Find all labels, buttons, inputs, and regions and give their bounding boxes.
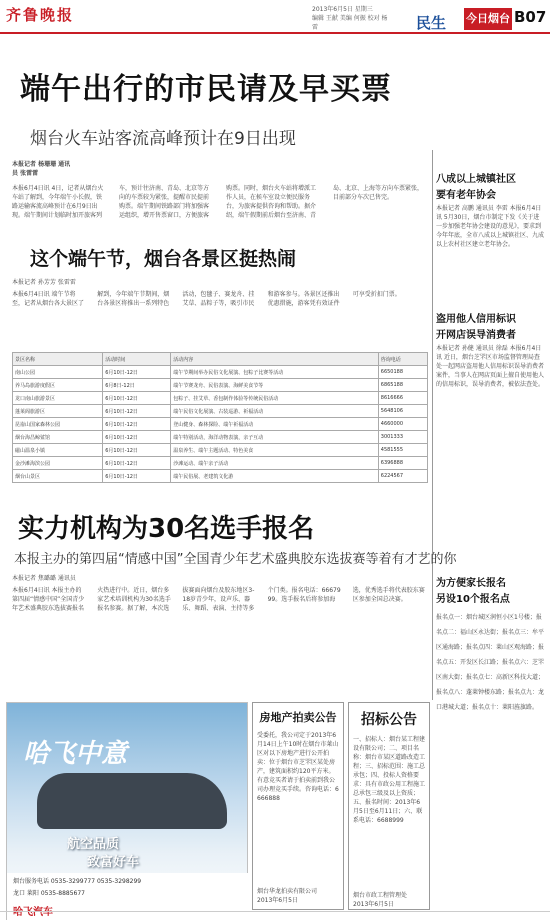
tender-date: 2013年6月5日 xyxy=(353,901,394,908)
table-cell: 沙滩运动、端午亲子活动 xyxy=(171,457,379,470)
table-cell: 磁山温泉小镇 xyxy=(13,444,103,457)
tender-notice xyxy=(348,702,430,910)
table-cell: 6月10日-12日 xyxy=(103,457,171,470)
sidebar-title-4: 开网店误导消费者 xyxy=(436,330,516,341)
table-header-0: 景区名称 xyxy=(13,353,103,366)
table-cell: 龙口南山旅游景区 xyxy=(13,392,103,405)
art-byline: 本报记者 焦璐璐 通讯员 xyxy=(12,575,76,582)
table-cell: 养马岛旅游度假区 xyxy=(13,379,103,392)
table-cell: 端午节赛龙舟、民俗表演、海鲜美食节等 xyxy=(171,379,379,392)
lead-subheadline: 烟台火车站客流高峰预计在9日出现 xyxy=(30,129,296,149)
table-cell: 金沙滩海滨公园 xyxy=(13,457,103,470)
ad-phone-2: 龙口 莱阳 0535-8885677 xyxy=(13,890,85,897)
table-cell: 8616666 xyxy=(378,392,427,405)
table-cell: 6月10日-12日 xyxy=(103,405,171,418)
table-row xyxy=(13,392,428,405)
scenic-body: 本报6月4日讯 端午节将至，记者从烟台各大景区了解到，今年端午节期间，烟台各景区将推出一系列特色活动，包毽子、赛龙舟、挂艾草、品粽子等，吸引市民和游客参与。各景区还推出优惠措施，游客凭有效证件可享受折扣门票。 xyxy=(12,291,401,307)
table-cell: 登山健身、森林探险、端午祈福活动 xyxy=(171,418,379,431)
table-cell: 蓬莱阁旅游区 xyxy=(13,405,103,418)
sidebar-title-5: 为方便家长报名 xyxy=(436,578,506,589)
table-row xyxy=(13,457,428,470)
lead-byline: 本报记者 杨珊珊 通讯员 张雷雷 xyxy=(12,161,71,177)
auction-title: 房地产拍卖公告 xyxy=(259,711,337,724)
art-body: 本报6月4日讯 本报主办的第四届“情感中国”全国青少年艺术盛典胶东选拔赛报名火热进行中。近日，烟台多家艺术培训机构为30名选手报名参赛。据了解，本次选拔赛面向烟台及胶东地区3-18岁青少年，设声乐、器乐、舞蹈、表演、主持等多个门类。报名电话：6667999。选手报名后将参加海选，优秀选手将代表胶东赛区参加全国总决赛。 xyxy=(12,587,425,612)
column-divider xyxy=(432,150,433,700)
table-cell: 6月10日-12日 xyxy=(103,392,171,405)
table-cell: 包粽子、挂艾草、香包制作体验等传统民俗活动 xyxy=(171,392,379,405)
section-label: 民生 xyxy=(416,14,447,32)
table-cell: 6865188 xyxy=(378,379,427,392)
table-header-1: 活动时间 xyxy=(103,353,171,366)
ad-slogan-2: 致富好车 xyxy=(87,855,140,870)
tender-body: 一、招标人：烟台某工程建设有限公司；二、项目名称：烟台市某区道路改造工程；三、招标范围：施工总承包；四、投标人资格要求：具有市政公用工程施工总承包三级及以上资质；五、报名时间：2013年6月5日至6月11日；六、联系电话：6688999 xyxy=(353,736,425,824)
table-cell: 烟台海昌鲸鲨馆 xyxy=(13,431,103,444)
lead-body: 本报6月4日讯 4日，记者从烟台火车站了解到，今年端午小长假，铁路运输客流高峰预计在6月9日出现。端午期间计划临时加开旅客列车，预计往济南、青岛、北京等方向的车票较为紧张，提醒市民提前购票。端午期间铁路部门将加强客运组织，增开售票窗口，方便旅客购票。同时，烟台火车站将增派工作人员，在候车室设立便民服务台，为旅客提供咨询和帮助。据介绍，端午假期前后烟台至济南、青岛、北京、上海等方向车票紧张，目前部分车次已售完。 xyxy=(12,185,424,219)
bottom-border xyxy=(0,911,550,924)
table-cell: 4581555 xyxy=(378,444,427,457)
scenic-headline: 这个端午节，烟台各景区挺热闹 xyxy=(30,248,297,270)
table-row xyxy=(13,470,428,483)
table-cell: 温泉养生、端午主题活动、特色美食 xyxy=(171,444,379,457)
sidebar-title-2: 要有老年协会 xyxy=(436,190,496,201)
scenic-byline: 本报记者 孙芳芳 张雷雷 xyxy=(12,279,76,286)
sidebar-title-3: 盗用他人信用标识 xyxy=(436,314,516,325)
art-subheadline: 本报主办的第四届“情感中国”全国青少年艺术盛典胶东选拔赛等着有才艺的你 xyxy=(14,552,457,567)
table-cell: 3001333 xyxy=(378,431,427,444)
table-cell: 6月10日-12日 xyxy=(103,418,171,431)
auction-notice xyxy=(252,702,344,910)
section-tag: 今日烟台 xyxy=(464,8,512,30)
ad-brand: 哈飞中意 xyxy=(23,739,128,769)
sidebar-title-1: 八成以上城镇社区 xyxy=(436,174,516,185)
table-header-2: 活动内容 xyxy=(171,353,379,366)
car-advertisement xyxy=(6,702,248,920)
table-row xyxy=(13,418,428,431)
dateline: 2013年6月5日 星期三 编辑 王献 美编 何振 校对 杨雷 xyxy=(312,6,388,31)
table-cell: 6月10日-12日 xyxy=(103,431,171,444)
table-header-3: 咨询电话 xyxy=(378,353,427,366)
auction-date: 2013年6月5日 xyxy=(257,897,298,904)
table-cell: 6224567 xyxy=(378,470,427,483)
table-cell: 昆嵛山国家森林公园 xyxy=(13,418,103,431)
table-row xyxy=(13,366,428,379)
table-cell: 端午民俗展、老建筑文化游 xyxy=(171,470,379,483)
table-row xyxy=(13,431,428,444)
table-cell: 端午民俗文化展演、古装巡游、祈福活动 xyxy=(171,405,379,418)
table-row xyxy=(13,405,428,418)
table-row xyxy=(13,379,428,392)
table-cell: 端午节期间举办民俗文化展演、包粽子比赛等活动 xyxy=(171,366,379,379)
ad-slogan-1: 航空品质 xyxy=(67,837,120,852)
table-cell: 6月8日-12日 xyxy=(103,379,171,392)
table-cell: 6月10日-12日 xyxy=(103,444,171,457)
table-cell: 6月10日-12日 xyxy=(103,366,171,379)
car-image xyxy=(37,773,227,829)
table-cell: 6月10日-12日 xyxy=(103,470,171,483)
newspaper-logo: 齐鲁晚报 xyxy=(6,6,75,24)
ad-company: 哈飞汽车 xyxy=(13,907,53,918)
table-cell: 5648106 xyxy=(378,405,427,418)
sidebar-body-3: 本报记者 孙健 通讯员 徐磊 本报6月4日讯 近日，烟台芝罘区市场监督管理局查处一起网店盗用他人信用标识误导消费者案件，当事人在网店页面上擅自使用他人的信用标识，误导消费者，被依法查处。 xyxy=(436,345,544,388)
ad-hotline: 烟台服务电话 0535-3299777 0535-3298299 xyxy=(13,878,142,885)
sidebar-body-1: 本报记者 高鹏 通讯员 李雷 本报6月4日讯 5月30日，烟台市制定下发《关于进一步加强老年协会建设的意见》，要求到今年年底，全市八成以上城镇社区、九成以上农村社区建立老年协会。 xyxy=(436,205,544,248)
table-cell: 6396888 xyxy=(378,457,427,470)
table-cell: 4660000 xyxy=(378,418,427,431)
auction-company: 烟台华龙拍卖有限公司 xyxy=(257,888,318,895)
auction-body: 受委托，我公司定于2013年6月14日上午10时在烟台市莱山区对以下房地产进行公开拍卖：位于烟台市芝罘区某处房产，建筑面积约120平方米。有意竞买者请于拍卖前到我公司办理竞买手续。咨询电话：6666888 xyxy=(257,732,339,802)
table-cell: 6650188 xyxy=(378,366,427,379)
table-cell: 端午特别活动，海洋动物表演，亲子互动 xyxy=(171,431,379,444)
tender-company: 烟台市政工程管理处 xyxy=(353,892,408,899)
table-row xyxy=(13,444,428,457)
scenic-table xyxy=(12,352,428,483)
table-cell: 南山公园 xyxy=(13,366,103,379)
page-number: B07 xyxy=(514,8,547,26)
art-headline: 实力机构为30名选手报名 xyxy=(18,514,315,544)
sidebar-title-6: 另设10个报名点 xyxy=(436,594,510,605)
sidebar-body-5: 报名点一：烟台城区润恒小区1号楼；报名点二：福山区永达街；报名点三：牟平区通海路；报名点四：莱山区观海路；报名点五：开发区长江路；报名点六：芝罘区南大街；报名点七：高新区科技大道；报名点八：蓬莱钟楼东路；报名点九：龙口港城大道；报名点十：莱阳旌旗路。 xyxy=(436,614,544,711)
lead-headline: 端午出行的市民请及早买票 xyxy=(20,72,392,107)
table-cell: 烟台山景区 xyxy=(13,470,103,483)
tender-title: 招标公告 xyxy=(361,712,417,728)
